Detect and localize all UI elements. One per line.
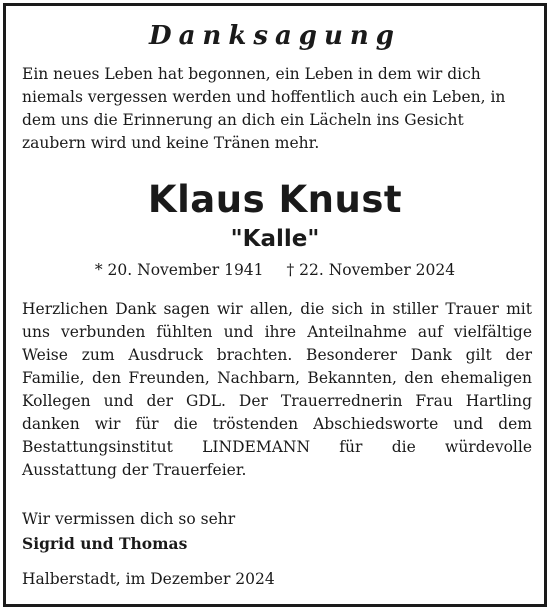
deceased-nickname: "Kalle" [230,226,320,252]
life-dates [0,258,550,282]
signers: Sigrid und Thomas [22,534,188,553]
notice-heading: Danksagung [149,21,401,51]
birth-date: * 20. November 1941 [94,261,264,279]
closing-line: Wir vermissen dich so sehr [22,510,236,528]
intro-text: Ein neues Leben hat begonnen, ein Leben in dem wir dich niemals vergessen werden und hoffentlich auch ein Leben, in dem uns die Erinnerung an dich ein Lächeln ins Gesicht zaubern wird und keine Tränen mehr. [22,65,506,152]
place-and-date: Halberstadt, im Dezember 2024 [22,570,275,588]
death-date: † 22. November 2024 [286,261,456,279]
thanks-text: Herzlichen Dank sagen wir allen, die sich in stiller Trauer mit uns verbunden fühlten und ihre Anteilnahme auf vielfältige Weise zum Ausdruck brachten. Besonderer Dank gilt der Familie, den Freunden, Nachbarn, Bekannten, den ehemaligen Kollegen und der GDL. Der Trauerrednerin Frau Hartling danken wir für die tröstenden Abschiedsworte und dem Bestattungsinstitut LINDEMANN für die würdevolle Ausstattung der Trauerfeier. [22,300,532,479]
deceased-name: Klaus Knust [147,178,403,221]
